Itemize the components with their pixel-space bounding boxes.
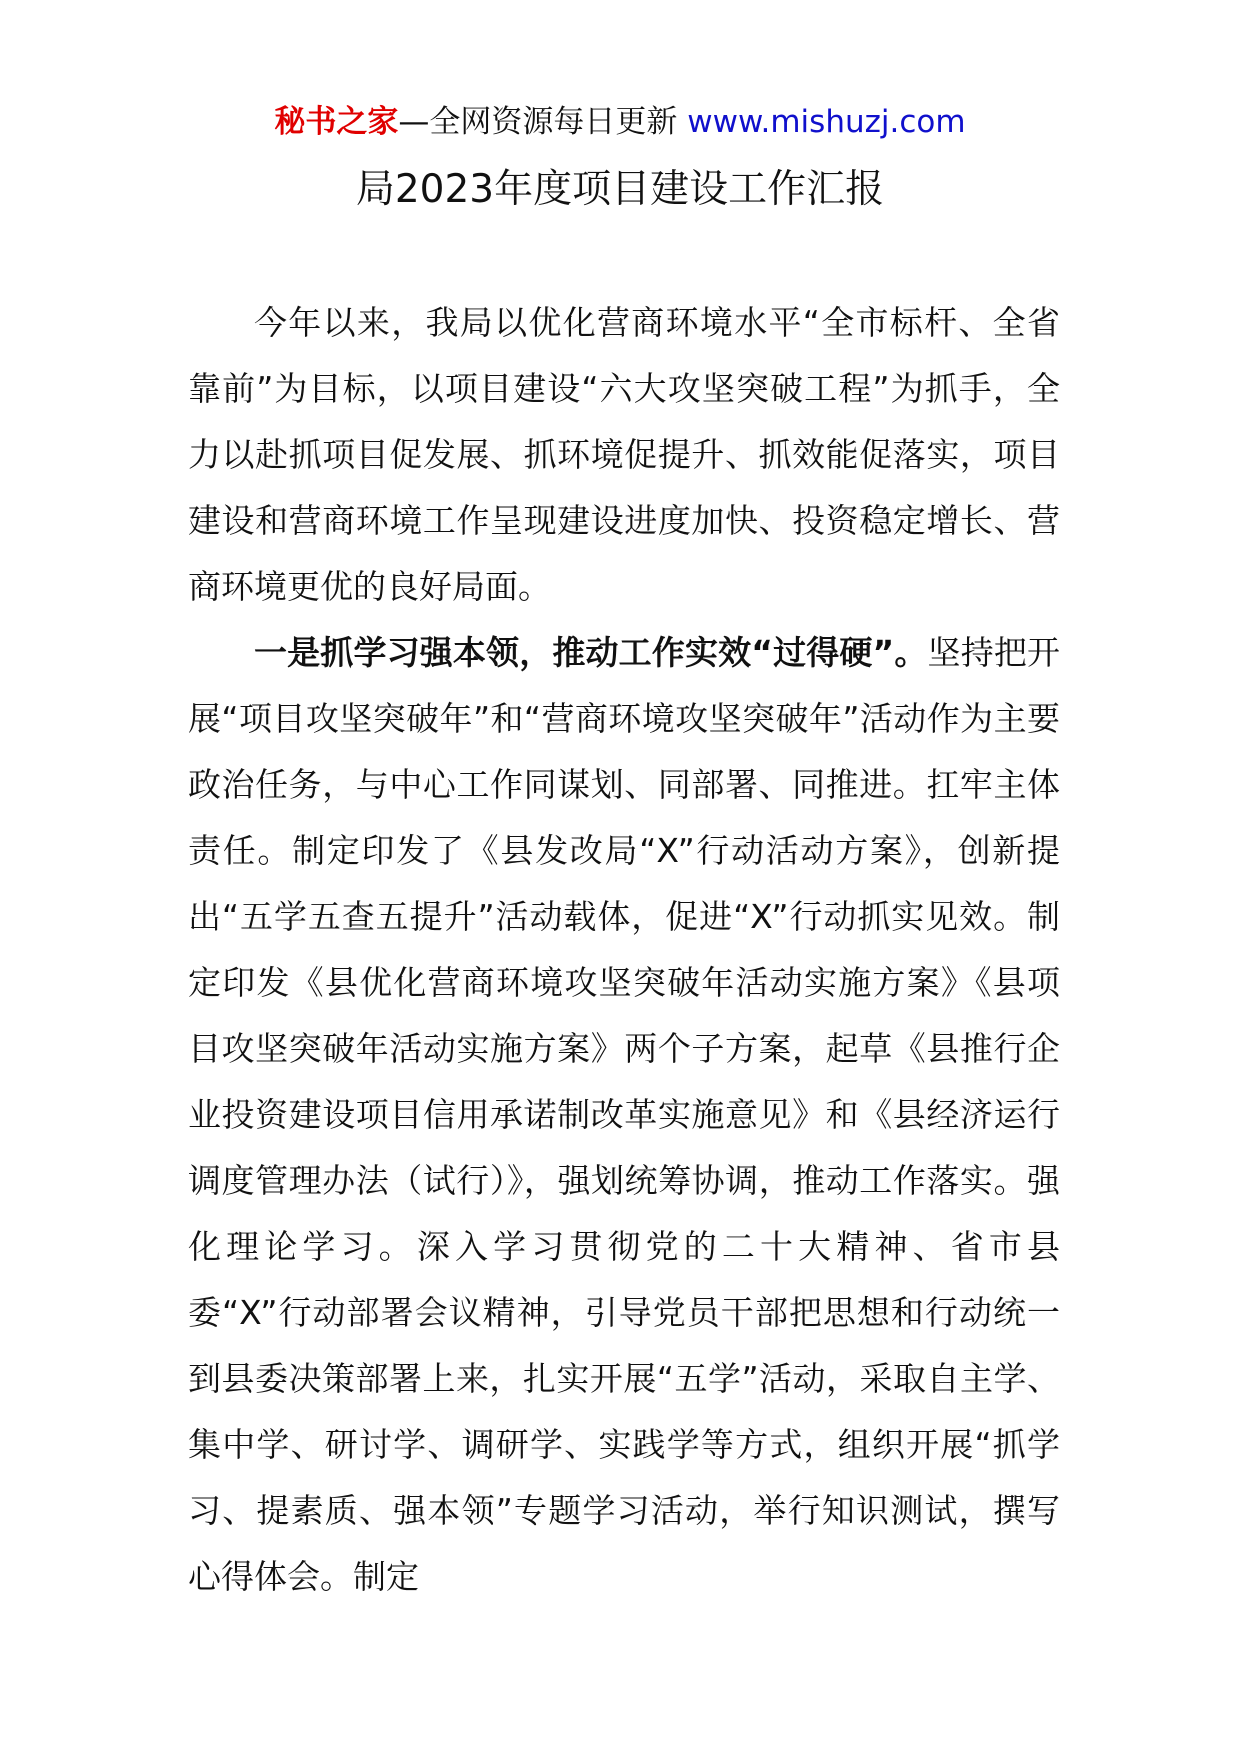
paragraph-intro <box>188 290 1060 620</box>
paragraph-text: 坚持把开展“项目攻坚突破年”和“营商环境攻坚突破年”活动作为主要政治任务，与中心工作同谋划、同部署、同推进。扛牢主体责任。制定印发了《县发改局“X”行动活动方案》，创新提出“五学五查五提升”活动载体，促进“X”行动抓实见效。制定印发《县优化营商环境攻坚突破年活动实施方案》《县项目攻坚突破年活动实施方案》两个子方案，起草《县推行企业投资建设项目信用承诺制改革实施意见》和《县经济运行调度管理办法（试行）》，强划统筹协调，推动工作落实。强化理论学习。深入学习贯彻党的二十大精神、省市县委“X”行动部署会议精神，引导党员干部把思想和行动统一到县委决策部署上来，扎实开展“五学”活动，采取自主学、集中学、研讨学、调研学、实践学等方式，组织开展“抓学习、提素质、强本领”专题学习活动，举行知识测试，撰写心得体会。制定 <box>188 633 1060 1596</box>
paragraph-section-1 <box>188 620 1060 1610</box>
site-tagline: —全网资源每日更新 <box>398 104 688 140</box>
paragraph-lead: 一是抓学习强本领，推动工作实效“过得硬”。 <box>254 633 928 672</box>
document-title: 局2023年度项目建设工作汇报 <box>355 167 885 212</box>
document-body <box>188 290 1060 1610</box>
watermark-header <box>0 100 1240 144</box>
site-url-link[interactable]: www.mishuzj.com <box>687 104 966 140</box>
site-name: 秘书之家 <box>274 104 399 140</box>
paragraph-text: 今年以来，我局以优化营商环境水平“全市标杆、全省靠前”为目标，以项目建设“六大攻坚突破工程”为抓手，全力以赴抓项目促发展、抓环境促提升、抓效能促落实，项目建设和营商环境工作呈现建设进度加快、投资稳定增长、营商环境更优的良好局面。 <box>188 303 1060 606</box>
